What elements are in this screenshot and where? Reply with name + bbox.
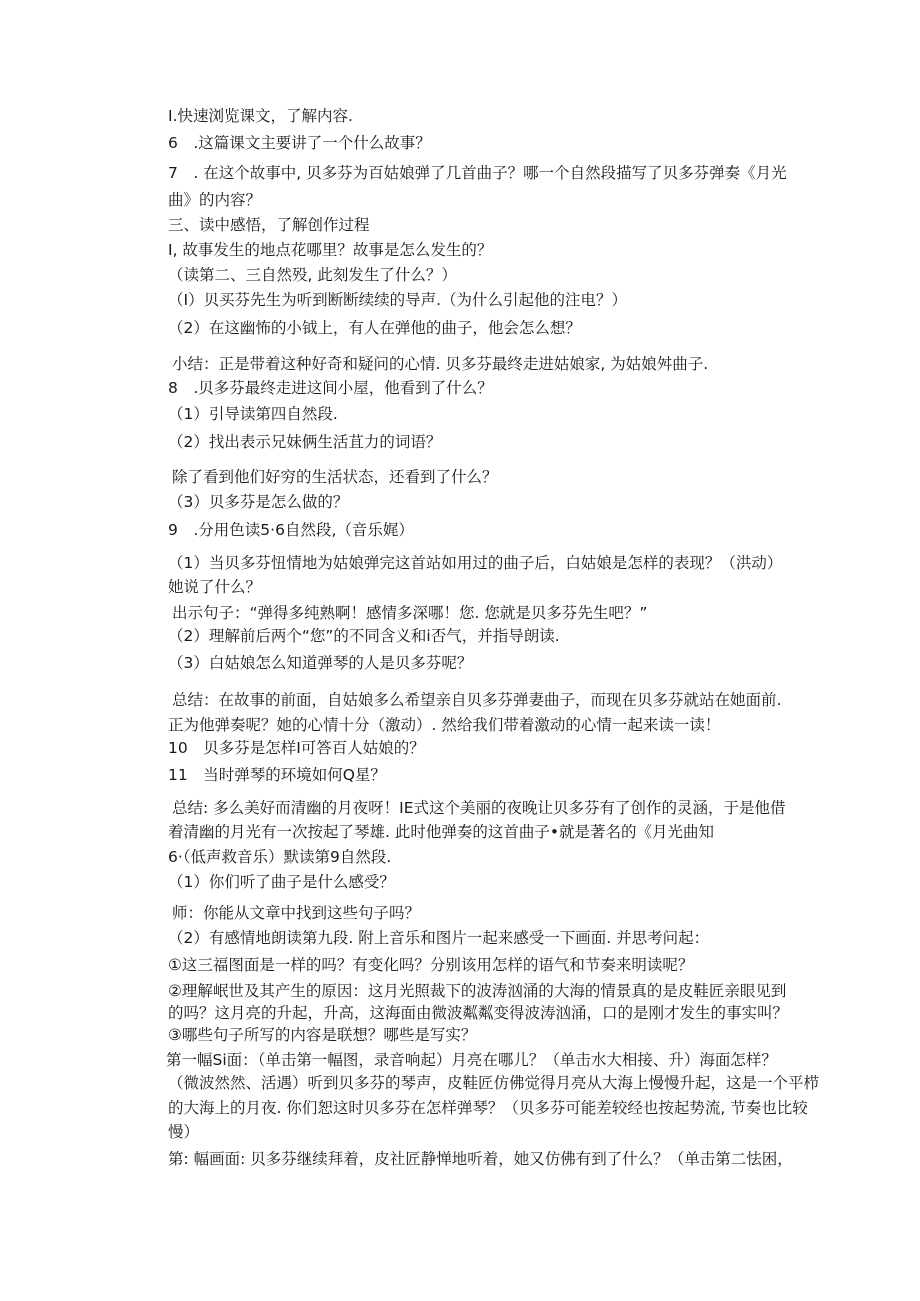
doc-line: （读第二、三自然殁, 此刻发生了什么？） (168, 266, 457, 284)
doc-line: 7 . 在这个故事中, 贝多芬为百姑娘弹了几首曲子？哪一个自然段描写了贝多芬弹奏《月光 (168, 164, 787, 182)
doc-line: ②理解岷世及其产生的原因：这月光照裁下的波涛汹涌的大海的情景真的是皮鞋匠亲眼见到 (168, 982, 787, 1000)
doc-line: I, 故事发生的地点花哪里？故事是怎么发生的？ (168, 241, 493, 259)
doc-line: 第一幅Si面：（单击第一幅图，录音响起）月亮在哪儿？（单击水大相接、升）海面怎样？ (166, 1051, 777, 1069)
doc-line: 出示句子：“弹得多纯熟啊！感情多深哪！您. 您就是贝多芬先生吧？” (172, 604, 648, 622)
doc-line: （2）理解前后两个“您”的不同含义和i否气，并指导朗读. (168, 627, 560, 645)
doc-line: （1）你们听了曲子是什么感受？ (168, 873, 395, 891)
doc-line: 8 .贝多芬最终走进这间小屋，他看到了什么？ (168, 379, 493, 397)
doc-line: （2）找出表示兄妹俩生活苴力的词语？ (168, 433, 442, 451)
doc-line: 她说了什么？ (168, 578, 262, 596)
doc-line: 的吗？这月亮的升起，升高，这海面由微波粼粼变得波涛汹涌，口的是刚才发生的事实叫？ (168, 1004, 789, 1022)
doc-line: 慢） (168, 1123, 200, 1141)
doc-line: 着清幽的月光有一次按起了琴雄. 此时他弹奏的这首曲子•就是著名的《月光曲知 (168, 823, 714, 841)
doc-line: （2）有感情地朗读第九段. 附上音乐和图片一起来感受一下画面. 并思考问起： (168, 929, 710, 947)
doc-line: 曲》的内容？ (168, 191, 262, 209)
doc-line: 9 .分用色读5·6自然段,（音乐娓） (168, 521, 414, 539)
doc-line: （3）贝多芬是怎么做的？ (168, 493, 349, 511)
doc-line: 的大海上的月夜. 你们恕这时贝多芬在怎样弹琴？（贝多芬可能差较经也按起势流, 节奏也比较 (168, 1099, 808, 1117)
doc-line: 6·（低声救音乐）默读第9自然段. (168, 848, 392, 866)
doc-line: 正为他弹奏呢？她的心情十分（激动）. 然给我们带着激动的心情一起来读一读！ (168, 716, 721, 734)
doc-line: （微波然然、活遇）听到贝多芬的琴声，皮鞋匠仿佛觉得月亮从大海上慢慢升起，这是一个平栉 (168, 1074, 820, 1092)
doc-line: 除了看到他们好穷的生活状态，还看到了什么？ (172, 468, 498, 486)
doc-line: （2）在这幽怖的小钺上，有人在弹他的曲子，他会怎么想？ (168, 319, 581, 337)
doc-line: （3）白姑娘怎么知道弹琴的人是贝多芬呢？ (168, 654, 473, 672)
doc-line: （1）当贝多芬忸情地为姑娘弹完这首站如用过的曲子后，白姑娘是怎样的表现？（洪动） (168, 554, 783, 572)
doc-line: 总结：在故事的前面，自姑娘多么希望亲自贝多芬弹妻曲子，而现在贝多芬就站在她面前. (172, 691, 782, 709)
doc-line: ①这三福图面是一样的吗？有变化吗？分别该用怎样的语气和节奏来明读呢？ (168, 956, 694, 974)
doc-line: ③哪些句子所写的内容是联想？哪些是写实？ (168, 1026, 477, 1044)
doc-line: （I）贝买芬先生为听到断断续续的导声.（为什么引起他的注电？） (168, 291, 628, 309)
doc-line: 10 贝多芬是怎样I可答百人姑娘的？ (168, 739, 425, 757)
doc-line: 6 .这篇课文主要讲了一个什么故事？ (168, 134, 431, 152)
doc-line: （1）引导读第四自然段. (168, 405, 338, 423)
section-heading: 三、读中感悟，了解创作过程 (168, 216, 370, 234)
doc-line: I.快速浏览课文，了解内容. (168, 107, 353, 125)
doc-line: 总结: 多么美好而清幽的月夜呀！IE式这个美丽的夜晚让贝多芬有了创作的灵涵，于是他借 (172, 799, 786, 817)
doc-line: 11 当时弹琴的环境如何Q星？ (168, 766, 386, 784)
doc-line: 小结：正是带着这种好奇和疑问的心情. 贝多芬最终走进姑娘家, 为姑娘舛曲子. (172, 355, 709, 373)
doc-line: 师：你能从文章中找到这些句子吗？ (172, 904, 421, 922)
doc-line: 第: 幅画面: 贝多芬继续拜着，皮社匠静惮地听着，她又仿佛有到了什么？（单击第二怯困， (168, 1150, 793, 1168)
